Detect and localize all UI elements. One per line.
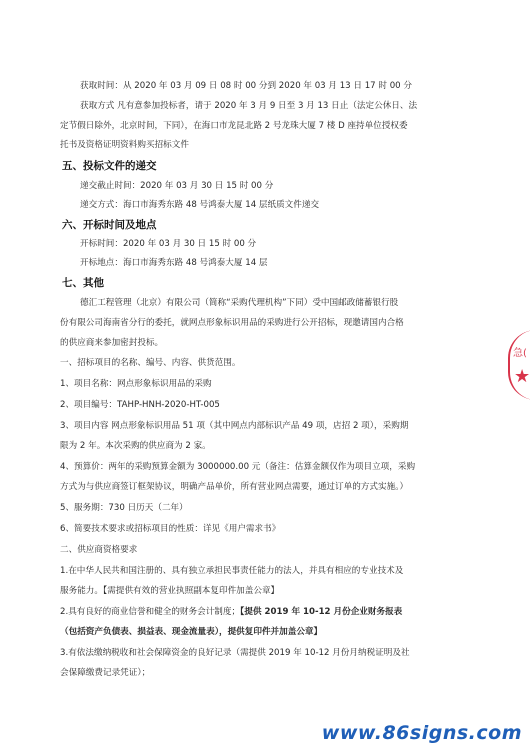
opening-time: 开标时间：2020 年 03 月 30 日 15 时 00 分 (80, 239, 257, 249)
opening-place: 开标地点：海口市海秀东路 48 号鸿泰大厦 14 层 (80, 258, 268, 268)
service-period: 5、服务期：730 日历天（二年） (60, 503, 188, 513)
technical-requirements: 6、简要技术要求或招标项目的性质：详见《用户需求书》 (60, 524, 281, 534)
subsection-project: 一、招标项目的名称、编号、内容、供货范围。 (60, 358, 241, 368)
acquire-method-line-2: 定节假日除外，北京时间，下同），在海口市龙昆北路 2 号龙珠大厦 7 楼 D 座持单位授权委 (60, 121, 408, 131)
watermark-logo: www.86signs.com (321, 722, 522, 744)
project-content-line-1: 3、项目内容 网点形象标识用品 51 项（其中网点内部标识产品 49 项，店招 2 项），采购期 (60, 421, 409, 431)
qualification-1-line-2: 服务能力。【需提供有效的营业执照副本复印件加盖公章】 (60, 586, 280, 596)
qualification-3-line-1: 3.有依法缴纳税收和社会保障资金的良好记录（需提供 2019 年 10-12 月份月纳税证明及社 (60, 648, 410, 658)
qualification-2-text: 2.具有良好的商业信誉和健全的财务会计制度； (60, 607, 241, 617)
qualification-3-line-2: 会保障缴费记录凭证）； (60, 668, 151, 678)
project-content-line-2: 限为 2 年。本次采购的供应商为 2 家。 (60, 441, 211, 451)
company-seal (508, 330, 530, 400)
qualification-2-requirement: 【提供 2019 年 10-12 月份企业财务报表 (240, 607, 403, 617)
subsection-qualifications: 二、供应商资格要求 (60, 545, 138, 555)
qualification-2-line-1 (60, 606, 402, 618)
acquire-method-line-1: 获取方式 凡有意参加投标者，请于 2020 年 3 月 9 日至 3 月 13 日止（法定公休日、法 (80, 101, 418, 111)
heading-other: 七、其他 (62, 277, 104, 289)
acquire-time: 获取时间：从 2020 年 03 月 09 日 08 时 00 分到 2020 年 03 月 13 日 17 时 00 分 (80, 81, 412, 91)
heading-submission: 五、投标文件的递交 (62, 160, 157, 172)
acquire-method-line-3: 托书及资格证明资料购买招标文件 (60, 140, 189, 150)
heading-opening: 六、开标时间及地点 (62, 219, 157, 231)
budget-line-1: 4、预算价：两年的采购预算金额为 3000000.00 元（备注：估算金额仅作为项目立项，采购 (60, 462, 416, 472)
qualification-1-line-1: 1.在中华人民共和国注册的、具有独立承担民事责任能力的法人，并具有相应的专业技术及 (60, 566, 404, 576)
seal-star-icon: ★ (514, 366, 530, 387)
budget-line-2: 方式为与供应商签订框架协议，明确产品单价，所有营业网点需要，通过订单的方式实施。） (60, 482, 409, 492)
other-paragraph-line-3: 的供应商来参加密封投标。 (60, 338, 164, 348)
submit-deadline: 递交截止时间：2020 年 03 月 30 日 15 时 00 分 (80, 181, 274, 191)
submit-method: 递交方式：海口市海秀东路 48 号鸿泰大厦 14 层纸质文件递交 (80, 200, 320, 210)
other-paragraph-line-1: 德汇工程管理（北京）有限公司（简称“采购代理机构”下同）受中国邮政储蓄银行股 (80, 298, 399, 308)
seal-text: 急( (513, 348, 527, 359)
other-paragraph-line-2: 份有限公司海南省分行的委托，就网点形象标识用品的采购进行公开招标，现邀请国内合格 (60, 318, 404, 328)
project-name: 1、项目名称：网点形象标识用品的采购 (60, 379, 212, 389)
project-number: 2、项目编号：TAHP-HNH-2020-HT-005 (60, 400, 220, 410)
qualification-2-line-2: （包括资产负债表、损益表、现金流量表），提供复印件并加盖公章】 (60, 627, 323, 637)
